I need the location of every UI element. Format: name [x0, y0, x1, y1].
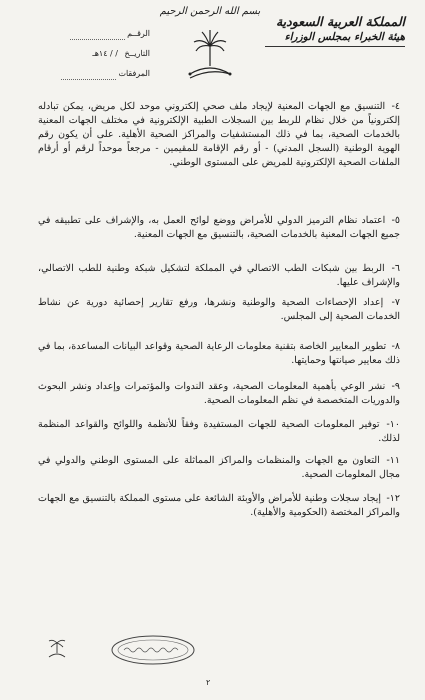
list-item [38, 262, 400, 290]
item-number: ٦- [391, 263, 400, 274]
item-text: نشر الوعي بأهمية المعلومات الصحية، وعقد الندوات والمؤتمرات وإعداد ونشر البحوث والدوريات المتخصصة في نظم المعلومات الصحية. [38, 381, 400, 406]
item-number: ٨- [391, 341, 401, 352]
ref-label: الرقــم [127, 29, 150, 38]
date-row [30, 44, 150, 64]
list-item [38, 418, 400, 446]
list-item [38, 100, 400, 170]
item-text: تطوير المعايير الخاصة بتقنية معلومات الرعاية الصحية وقواعد البيانات المساعدة، بما في ذلك معايير صيانتها وحمايتها. [38, 341, 400, 366]
date-field: / / ١٤هـ [92, 49, 118, 58]
basmala: بسم الله الرحمن الرحيم [159, 6, 261, 17]
item-text: التعاون مع الجهات والمنظمات والمراكز المماثلة على المستوى الوطني والدولي في مجال المعلومات الصحية. [38, 455, 400, 480]
item-text: اعتماد نظام الترميز الدولي للأمراض ووضع لوائح العمل به، والإشراف على تطبيقه في جميع الجهات المعنية بالخدمات الصحية، بالتنسيق مع الجهات المعنية. [38, 215, 400, 240]
palm-swords-emblem-icon [180, 24, 240, 84]
item-text: إيجاد سجلات وطنية للأمراض والأوبئة الشائعة على مستوى المملكة بالتنسيق مع الجهات والمراكز المختصة (الحكومية والأهلية). [38, 493, 400, 518]
list-item [38, 380, 400, 408]
header-rule [265, 46, 405, 47]
small-palm-crest-icon [46, 635, 68, 661]
item-number: ٩- [391, 381, 400, 392]
item-number: ٥- [391, 215, 400, 226]
official-seal-stamp-icon [110, 634, 196, 666]
date-label: التاريــخ [124, 49, 150, 58]
ref-row [30, 24, 150, 44]
item-number: ١١- [386, 455, 400, 466]
item-number: ١٢- [386, 493, 400, 504]
list-item [38, 492, 400, 520]
list-item [38, 296, 400, 324]
attachments-row [30, 64, 150, 84]
reference-block [30, 24, 150, 84]
letterhead-title [255, 14, 405, 47]
page-number: ٢ [206, 678, 211, 687]
item-text: إعداد الإحصاءات الصحية والوطنية ونشرها، ورفع تقارير إحصائية دورية عن نشاط الخدمات الصحية إلى المجلس. [38, 297, 400, 322]
item-number: ٤- [391, 101, 400, 112]
item-text: توفير المعلومات الصحية للجهات المستفيدة وفقاً للأنظمة واللوائح والقواعد المنظمة لذلك. [38, 419, 400, 444]
item-text: التنسيق مع الجهات المعنية لإيجاد ملف صحي إلكتروني موحد لكل مريض، يمكن تبادله إلكترونياً من خلال نظام للربط بين السجلات الطبية الإلكترونية في مختلف الجهات المعنية بالخدمات الصحية، بما في ذلك المستشفيات والمراكز الصحية الأهلية. على أن يكون رقم الهوية الوطنية (السجل المدني) - أو رقم الإقامة للمقيمين - مرجعاً موحداً لرقم أو أرقام الملفات الصحية الإلكترونية للمريض على المستوى الوطني. [38, 101, 400, 168]
attachments-field [61, 69, 116, 80]
item-number: ١٠- [386, 419, 400, 430]
ref-field [70, 29, 125, 40]
authority-name: هيئة الخبراء بمجلس الوزراء [284, 31, 405, 43]
item-text: الربط بين شبكات الطب الاتصالي في المملكة لتشكيل شبكة وطنية للطب الاتصالي، والإشراف عليها. [38, 263, 400, 288]
kingdom-name: المملكة العربية السعودية [275, 14, 405, 29]
attachments-label: المرفقات [118, 69, 150, 78]
list-item [38, 214, 400, 242]
list-item [38, 454, 400, 482]
list-item [38, 340, 400, 368]
item-number: ٧- [391, 297, 400, 308]
